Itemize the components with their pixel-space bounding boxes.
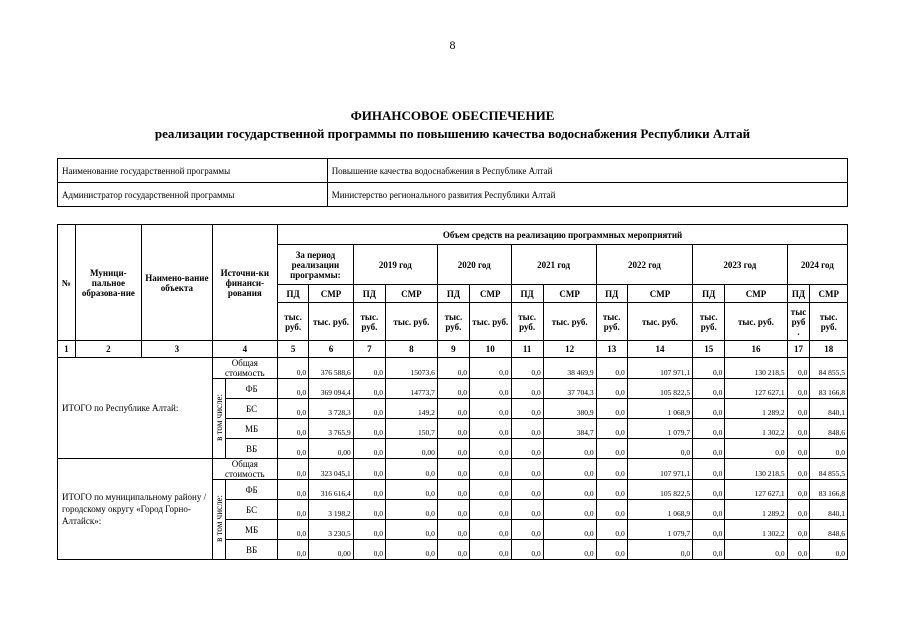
value-cell: 0,0 [693,439,725,459]
source-label: БС [226,399,278,419]
header-pd: ПД [693,285,725,303]
value-cell: 130 218,5 [725,358,787,379]
header-unit: тыс. руб. [437,303,469,341]
value-cell: 0,0 [596,459,627,480]
value-cell: 0,0 [787,419,810,439]
column-number: 6 [309,341,354,358]
value-cell: 0,0 [596,480,627,500]
value-cell: 369 094,4 [309,379,354,399]
value-cell: 1 289,2 [725,500,787,520]
value-cell: 0,0 [278,459,309,480]
header-year-2020: 2020 год [437,245,511,285]
header-no: № [58,225,76,341]
value-cell: 37 704,3 [543,379,596,399]
value-cell: 84 855,5 [810,459,848,480]
value-cell: 840,1 [810,399,848,419]
value-cell: 0,0 [278,500,309,520]
header-unit: тыс. руб. [693,303,725,341]
value-cell: 0,0 [353,480,385,500]
value-cell: 127 627,1 [725,480,787,500]
value-cell: 0,0 [787,379,810,399]
header-unit: тыс. руб. [470,303,512,341]
header-year-2023: 2023 год [693,245,787,285]
value-cell: 14773,7 [385,379,437,399]
value-cell: 0,0 [627,439,692,459]
value-cell: 384,7 [543,419,596,439]
incl-label [212,379,225,459]
value-cell: 15073,6 [385,358,437,379]
value-cell: 0,0 [511,500,543,520]
table-row-total [58,358,848,379]
value-cell: 83 166,8 [810,480,848,500]
header-smr: СМР [309,285,354,303]
value-cell: 0,0 [693,379,725,399]
value-cell: 0,0 [353,358,385,379]
column-number: 2 [75,341,141,358]
value-cell: 0,0 [511,520,543,540]
value-cell: 316 616,4 [309,480,354,500]
value-cell: 0,0 [353,379,385,399]
value-cell: 0,0 [385,540,437,560]
group-republic [58,358,848,459]
value-cell: 0,0 [278,419,309,439]
value-cell: 0,0 [596,379,627,399]
header-pd: ПД [596,285,627,303]
value-cell: 107 971,1 [627,358,692,379]
value-cell: 0,0 [437,540,469,560]
source-label: МБ [226,419,278,439]
value-cell: 0,0 [596,439,627,459]
value-cell: 0,0 [693,520,725,540]
column-number: 5 [278,341,309,358]
value-cell: 0,0 [470,480,512,500]
value-cell: 0,0 [437,399,469,419]
header-volume: Объем средств на реализацию программных мероприятий [278,225,848,245]
info-value: Министерство регионального развития Республики Алтай [327,183,847,207]
value-cell: 0,0 [437,419,469,439]
header-unit: тыс. руб. [725,303,787,341]
page-number: 8 [449,38,456,52]
value-cell: 380,9 [543,399,596,419]
header-year-2021: 2021 год [511,245,596,285]
value-cell: 0,0 [787,358,810,379]
header-pd: ПД [511,285,543,303]
value-cell: 0,0 [725,439,787,459]
value-cell: 0,0 [511,379,543,399]
header-pd: ПД [787,285,810,303]
value-cell: 0,0 [278,379,309,399]
value-cell: 0,0 [353,419,385,439]
title-line-1: ФИНАНСОВОЕ ОБЕСПЕЧЕНИЕ [350,108,555,123]
value-cell: 0,0 [787,399,810,419]
value-cell: 0,0 [511,439,543,459]
value-cell: 0,0 [470,358,512,379]
value-cell: 1 302,2 [725,419,787,439]
header-smr: СМР [385,285,437,303]
value-cell: 83 166,8 [810,379,848,399]
value-cell: 0,0 [385,459,437,480]
column-number: 18 [810,341,848,358]
value-cell: 0,0 [693,419,725,439]
info-row-administrator [58,183,848,207]
value-cell: 127 627,1 [725,379,787,399]
value-cell: 0,0 [543,520,596,540]
column-number: 12 [543,341,596,358]
header-unit: тыс. руб. [543,303,596,341]
value-cell: 0,0 [437,358,469,379]
value-cell: 0,0 [596,540,627,560]
value-cell: 0,0 [810,540,848,560]
info-row-program [58,159,848,183]
value-cell: 0,0 [278,540,309,560]
value-cell: 0,00 [309,540,354,560]
value-cell: 0,0 [353,459,385,480]
value-cell: 0,0 [511,399,543,419]
source-label: ФБ [226,480,278,500]
document-title [0,107,905,143]
value-cell: 105 822,5 [627,379,692,399]
source-label: ВБ [226,439,278,459]
value-cell: 0,0 [693,480,725,500]
value-cell: 0,0 [810,439,848,459]
value-cell: 0,0 [627,540,692,560]
header-unit: тыс. руб. [596,303,627,341]
source-label: МБ [226,520,278,540]
header-smr: СМР [627,285,692,303]
source-label: ВБ [226,540,278,560]
value-cell: 0,0 [511,419,543,439]
column-number: 17 [787,341,810,358]
value-cell: 1 079,7 [627,520,692,540]
header-period: За период реализации программы: [278,245,354,285]
header-source: Источни-ки финанси-рования [212,225,277,341]
value-cell: 0,0 [543,500,596,520]
value-cell: 1 068,9 [627,399,692,419]
value-cell: 0,0 [385,480,437,500]
column-number: 3 [142,341,213,358]
value-cell: 149,2 [385,399,437,419]
value-cell: 0,0 [693,399,725,419]
program-info-table [57,158,848,207]
value-cell: 0,0 [787,459,810,480]
column-number: 1 [58,341,76,358]
header-year-2024: 2024 год [787,245,847,285]
value-cell: 0,00 [385,439,437,459]
header-municipality: Муници-пальное образова-ние [75,225,141,341]
total-cost-label: Общая стоимость [212,459,277,480]
incl-label-text: в том числе: [213,495,224,542]
value-cell: 0,0 [470,459,512,480]
value-cell: 0,0 [787,480,810,500]
value-cell: 840,1 [810,500,848,520]
source-label: БС [226,500,278,520]
header-unit: тыс. руб. [353,303,385,341]
value-cell: 0,0 [353,540,385,560]
value-cell: 0,0 [693,358,725,379]
value-cell: 0,0 [353,399,385,419]
value-cell: 3 728,3 [309,399,354,419]
value-cell: 0,0 [511,459,543,480]
value-cell: 0,0 [278,520,309,540]
value-cell: 3 230,5 [309,520,354,540]
value-cell: 0,0 [725,540,787,560]
financing-table [57,224,848,560]
value-cell: 105 822,5 [627,480,692,500]
value-cell: 0,0 [543,540,596,560]
header-unit: тыс. руб. [385,303,437,341]
value-cell: 376 588,6 [309,358,354,379]
value-cell: 3 198,2 [309,500,354,520]
value-cell: 0,0 [596,520,627,540]
value-cell: 0,0 [437,379,469,399]
value-cell: 0,0 [437,500,469,520]
value-cell: 0,0 [353,500,385,520]
value-cell: 0,0 [596,399,627,419]
column-number: 8 [385,341,437,358]
value-cell: 0,0 [278,358,309,379]
column-number: 4 [212,341,277,358]
header-unit-last: тыс руб . [787,303,810,341]
value-cell: 0,0 [543,439,596,459]
value-cell: 3 765,9 [309,419,354,439]
info-label: Наименование государственной программы [58,159,328,183]
value-cell: 0,0 [470,439,512,459]
value-cell: 0,0 [353,520,385,540]
total-cost-label: Общая стоимость [212,358,277,379]
value-cell: 0,0 [437,520,469,540]
column-number: 13 [596,341,627,358]
header-pd: ПД [437,285,469,303]
incl-label-text: в том числе: [213,394,224,441]
value-cell: 38 469,9 [543,358,596,379]
header-unit: тыс. руб. [511,303,543,341]
header-pd: ПД [353,285,385,303]
value-cell: 0,0 [693,540,725,560]
header-year-2022: 2022 год [596,245,693,285]
header-unit: тыс. руб. [627,303,692,341]
header-object: Наимено-вание объекта [142,225,213,341]
value-cell: 0,0 [470,520,512,540]
value-cell: 0,0 [596,419,627,439]
value-cell: 0,0 [437,459,469,480]
value-cell: 1 289,2 [725,399,787,419]
value-cell: 107 971,1 [627,459,692,480]
value-cell: 848,6 [810,419,848,439]
value-cell: 1 068,9 [627,500,692,520]
value-cell: 0,0 [693,459,725,480]
value-cell: 323 045,1 [309,459,354,480]
value-cell: 0,00 [309,439,354,459]
column-number: 9 [437,341,469,358]
header-smr: СМР [725,285,787,303]
value-cell: 0,0 [787,500,810,520]
value-cell: 0,0 [470,500,512,520]
column-number: 14 [627,341,692,358]
value-cell: 0,0 [470,379,512,399]
value-cell: 0,0 [385,500,437,520]
header-smr: СМР [810,285,848,303]
value-cell: 0,0 [470,399,512,419]
value-cell: 150,7 [385,419,437,439]
header-unit: тыс. руб. [309,303,354,341]
value-cell: 84 855,5 [810,358,848,379]
header-smr: СМР [543,285,596,303]
value-cell: 0,0 [437,480,469,500]
title-line-2: реализации государственной программы по повышению качества водоснабжения Республики Алтай [154,126,751,141]
value-cell: 130 218,5 [725,459,787,480]
value-cell: 848,6 [810,520,848,540]
column-number: 16 [725,341,787,358]
header-row-1 [58,225,848,245]
value-cell: 0,0 [511,540,543,560]
value-cell: 0,0 [543,480,596,500]
group-label: ИТОГО по муниципальному району / городскому округу «Город Горно-Алтайск»: [58,459,213,560]
column-number: 10 [470,341,512,358]
value-cell: 0,0 [596,358,627,379]
column-numbers-row [58,341,848,358]
value-cell: 0,0 [596,500,627,520]
info-label: Администратор государственной программы [58,183,328,207]
value-cell: 1 302,2 [725,520,787,540]
source-label: ФБ [226,379,278,399]
value-cell: 0,0 [437,439,469,459]
value-cell: 0,0 [278,399,309,419]
value-cell: 0,0 [787,520,810,540]
header-unit: тыс. руб. [278,303,309,341]
value-cell: 1 079,7 [627,419,692,439]
value-cell: 0,0 [278,439,309,459]
header-year-2019: 2019 год [353,245,437,285]
value-cell: 0,0 [470,419,512,439]
value-cell: 0,0 [787,540,810,560]
header-smr: СМР [470,285,512,303]
value-cell: 0,0 [353,439,385,459]
table-row-total [58,459,848,480]
column-number: 7 [353,341,385,358]
header-unit: тыс. руб. [810,303,848,341]
group-gorno-altaysk [58,459,848,560]
incl-label [212,480,225,560]
value-cell: 0,0 [787,439,810,459]
value-cell: 0,0 [278,480,309,500]
header-pd: ПД [278,285,309,303]
value-cell: 0,0 [543,459,596,480]
value-cell: 0,0 [470,540,512,560]
group-label: ИТОГО по Республике Алтай: [58,358,213,459]
value-cell: 0,0 [511,480,543,500]
value-cell: 0,0 [693,500,725,520]
value-cell: 0,0 [511,358,543,379]
info-value: Повышение качества водоснабжения в Республике Алтай [327,159,847,183]
column-number: 15 [693,341,725,358]
value-cell: 0,0 [385,520,437,540]
column-number: 11 [511,341,543,358]
